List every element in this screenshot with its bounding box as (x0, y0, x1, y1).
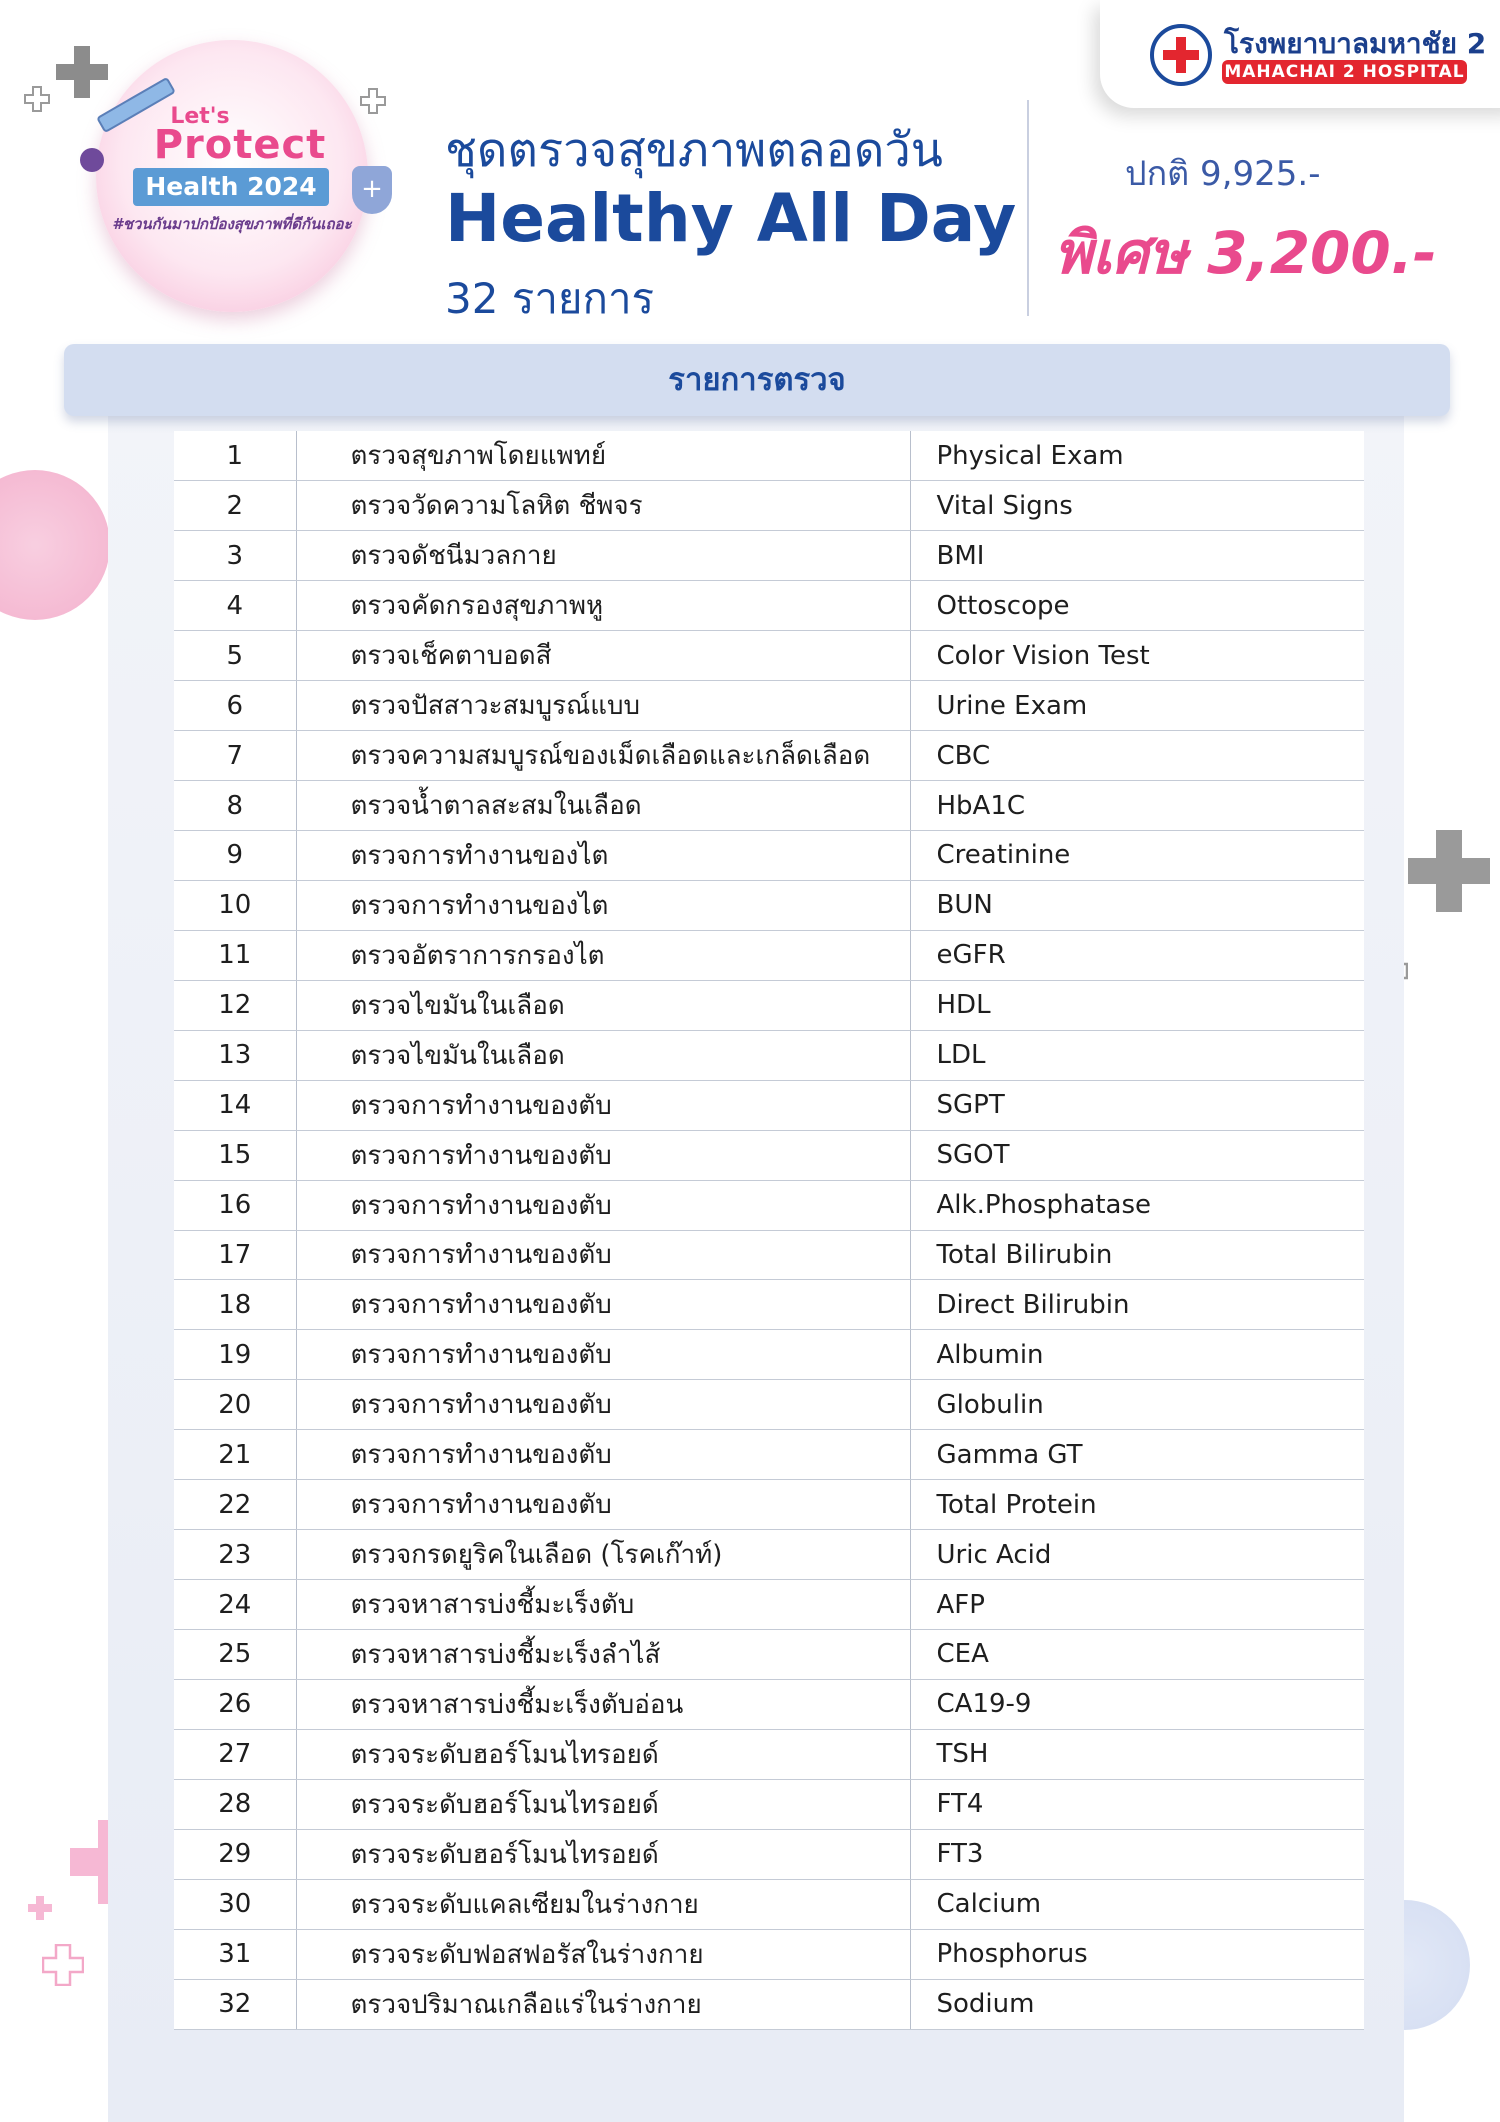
exam-name-en: Total Bilirubin (910, 1230, 1364, 1280)
exam-name-en: Creatinine (910, 831, 1364, 881)
exam-name-th: ตรวจการทำงานของไต (296, 880, 910, 930)
exam-name-th: ตรวจการทำงานของตับ (296, 1330, 910, 1380)
exam-number: 13 (174, 1030, 296, 1080)
table-row (174, 1580, 1364, 1630)
exam-name-th: ตรวจปัสสาวะสมบูรณ์แบบ (296, 681, 910, 731)
exam-number: 19 (174, 1330, 296, 1380)
exam-name-en: SGPT (910, 1080, 1364, 1130)
table-row (174, 631, 1364, 681)
exam-name-th: ตรวจการทำงานของตับ (296, 1130, 910, 1180)
exam-number: 30 (174, 1879, 296, 1929)
table-row (174, 1330, 1364, 1380)
table-row (174, 1779, 1364, 1829)
exam-number: 10 (174, 880, 296, 930)
table-row (174, 1030, 1364, 1080)
exam-name-en: Physical Exam (910, 431, 1364, 481)
hospital-name-th: โรงพยาบาลมหาชัย 2 (1224, 27, 1487, 60)
campaign-tagline: #ชวนกันมาปกป้องสุขภาพที่ดีกันเถอะ (112, 215, 352, 233)
exam-name-th: ตรวจน้ำตาลสะสมในเลือด (296, 781, 910, 831)
section-header: รายการตรวจ (64, 344, 1450, 416)
shield-icon: + (352, 166, 392, 214)
exam-name-th: ตรวจระดับฟอสฟอรัสในร่างกาย (296, 1929, 910, 1979)
exam-name-th: ตรวจปริมาณเกลือแร่ในร่างกาย (296, 1979, 910, 2029)
exam-number: 7 (174, 731, 296, 781)
exam-number: 24 (174, 1580, 296, 1630)
table-row (174, 1180, 1364, 1230)
exam-name-en: SGOT (910, 1130, 1364, 1180)
table-row (174, 731, 1364, 781)
virus-decoration-icon (0, 470, 110, 620)
exam-number: 2 (174, 481, 296, 531)
table-row (174, 831, 1364, 881)
table-row (174, 1729, 1364, 1779)
exam-name-en: Total Protein (910, 1480, 1364, 1530)
table-row (174, 1879, 1364, 1929)
exam-number: 9 (174, 831, 296, 881)
exam-number: 16 (174, 1180, 296, 1230)
table-row (174, 1280, 1364, 1330)
exam-name-en: HbA1C (910, 781, 1364, 831)
exam-name-th: ตรวจสุขภาพโดยแพทย์ (296, 431, 910, 481)
table-row (174, 1380, 1364, 1430)
exam-name-en: TSH (910, 1729, 1364, 1779)
exam-name-th: ตรวจการทำงานของตับ (296, 1380, 910, 1430)
exam-number: 32 (174, 1979, 296, 2029)
exam-name-th: ตรวจอัตราการกรองไต (296, 930, 910, 980)
exam-number: 28 (174, 1779, 296, 1829)
price-special: พิเศษ 3,200.- (1054, 219, 1437, 287)
table-row (174, 1929, 1364, 1979)
exam-number: 29 (174, 1829, 296, 1879)
exam-name-th: ตรวจหาสารบ่งชี้มะเร็งตับ (296, 1580, 910, 1630)
table-row (174, 781, 1364, 831)
table-row (174, 930, 1364, 980)
exam-number: 23 (174, 1530, 296, 1580)
campaign-protect: Protect (153, 122, 327, 168)
exam-table (174, 431, 1364, 2030)
exam-name-en: FT3 (910, 1829, 1364, 1879)
exam-name-th: ตรวจดัชนีมวลกาย (296, 531, 910, 581)
exam-name-en: eGFR (910, 930, 1364, 980)
exam-name-th: ตรวจการทำงานของตับ (296, 1180, 910, 1230)
plus-decoration-icon (56, 46, 108, 98)
exam-number: 22 (174, 1480, 296, 1530)
package-title-en: Healthy All Day (445, 180, 1017, 257)
plus-outline-icon (42, 1944, 84, 1986)
exam-name-th: ตรวจหาสารบ่งชี้มะเร็งตับอ่อน (296, 1679, 910, 1729)
exam-name-th: ตรวจระดับฮอร์โมนไทรอยด์ (296, 1729, 910, 1779)
exam-name-en: AFP (910, 1580, 1364, 1630)
hospital-name-en: MAHACHAI 2 HOSPITAL (1222, 60, 1467, 84)
exam-name-en: Sodium (910, 1979, 1364, 2029)
exam-name-th: ตรวจการทำงานของไต (296, 831, 910, 881)
exam-number: 25 (174, 1630, 296, 1680)
exam-name-en: Urine Exam (910, 681, 1364, 731)
exam-number: 27 (174, 1729, 296, 1779)
exam-name-th: ตรวจเช็คตาบอดสี (296, 631, 910, 681)
exam-number: 26 (174, 1679, 296, 1729)
table-row (174, 481, 1364, 531)
exam-name-en: Color Vision Test (910, 631, 1364, 681)
table-row (174, 1630, 1364, 1680)
package-title-th: ชุดตรวจสุขภาพตลอดวัน (445, 123, 943, 178)
table-row (174, 880, 1364, 930)
exam-name-th: ตรวจการทำงานของตับ (296, 1280, 910, 1330)
exam-name-en: Gamma GT (910, 1430, 1364, 1480)
exam-name-en: HDL (910, 980, 1364, 1030)
exam-name-th: ตรวจการทำงานของตับ (296, 1430, 910, 1480)
table-row (174, 681, 1364, 731)
exam-number: 1 (174, 431, 296, 481)
exam-name-en: Direct Bilirubin (910, 1280, 1364, 1330)
table-row (174, 1080, 1364, 1130)
exam-name-th: ตรวจหาสารบ่งชี้มะเร็งลำไส้ (296, 1630, 910, 1680)
exam-number: 5 (174, 631, 296, 681)
exam-number: 15 (174, 1130, 296, 1180)
exam-name-th: ตรวจระดับฮอร์โมนไทรอยด์ (296, 1829, 910, 1879)
exam-number: 17 (174, 1230, 296, 1280)
plus-decoration-icon (1408, 830, 1490, 912)
exam-name-th: ตรวจวัดความโลหิต ชีพจร (296, 481, 910, 531)
exam-name-en: Phosphorus (910, 1929, 1364, 1979)
table-row (174, 1530, 1364, 1580)
exam-number: 4 (174, 581, 296, 631)
exam-name-en: BMI (910, 531, 1364, 581)
exam-name-en: Calcium (910, 1879, 1364, 1929)
exam-name-th: ตรวจกรดยูริคในเลือด (โรคเก๊าท์) (296, 1530, 910, 1580)
exam-number: 18 (174, 1280, 296, 1330)
exam-name-th: ตรวจการทำงานของตับ (296, 1480, 910, 1530)
price-normal: ปกติ 9,925.- (1125, 154, 1321, 194)
exam-number: 31 (174, 1929, 296, 1979)
exam-name-en: FT4 (910, 1779, 1364, 1829)
campaign-health: Health 2024 (133, 168, 329, 206)
table-row (174, 1829, 1364, 1879)
exam-name-th: ตรวจการทำงานของตับ (296, 1080, 910, 1130)
exam-number: 8 (174, 781, 296, 831)
table-row (174, 1480, 1364, 1530)
table-row (174, 1679, 1364, 1729)
virus-icon (80, 148, 104, 172)
exam-number: 3 (174, 531, 296, 581)
exam-name-en: CEA (910, 1630, 1364, 1680)
exam-name-th: ตรวจไขมันในเลือด (296, 1030, 910, 1080)
table-row (174, 980, 1364, 1030)
exam-name-th: ตรวจคัดกรองสุขภาพหู (296, 581, 910, 631)
exam-number: 11 (174, 930, 296, 980)
exam-name-en: BUN (910, 880, 1364, 930)
exam-name-th: ตรวจการทำงานของตับ (296, 1230, 910, 1280)
divider (1027, 100, 1029, 316)
exam-name-th: ตรวจระดับแคลเซียมในร่างกาย (296, 1879, 910, 1929)
exam-number: 20 (174, 1380, 296, 1430)
table-row (174, 1230, 1364, 1280)
table-row (174, 1430, 1364, 1480)
table-row (174, 1130, 1364, 1180)
exam-number: 14 (174, 1080, 296, 1130)
plus-outline-icon (24, 86, 50, 112)
campaign-lets: Let's (170, 104, 230, 129)
exam-number: 12 (174, 980, 296, 1030)
exam-name-en: Globulin (910, 1380, 1364, 1430)
exam-name-en: LDL (910, 1030, 1364, 1080)
exam-name-th: ตรวจระดับฮอร์โมนไทรอยด์ (296, 1779, 910, 1829)
table-row (174, 531, 1364, 581)
exam-name-en: Alk.Phosphatase (910, 1180, 1364, 1230)
table-row (174, 431, 1364, 481)
exam-name-en: Uric Acid (910, 1530, 1364, 1580)
exam-name-en: CA19-9 (910, 1679, 1364, 1729)
exam-name-en: Ottoscope (910, 581, 1364, 631)
exam-name-en: Albumin (910, 1330, 1364, 1380)
table-row (174, 1979, 1364, 2029)
exam-number: 6 (174, 681, 296, 731)
package-item-count: 32 รายการ (445, 274, 655, 323)
exam-number: 21 (174, 1430, 296, 1480)
table-row (174, 581, 1364, 631)
exam-name-en: CBC (910, 731, 1364, 781)
plus-outline-icon (360, 88, 386, 114)
hospital-logo (1150, 24, 1212, 86)
exam-name-th: ตรวจไขมันในเลือด (296, 980, 910, 1030)
plus-decoration-icon (28, 1896, 52, 1920)
exam-name-en: Vital Signs (910, 481, 1364, 531)
exam-name-th: ตรวจความสมบูรณ์ของเม็ดเลือดและเกล็ดเลือด (296, 731, 910, 781)
